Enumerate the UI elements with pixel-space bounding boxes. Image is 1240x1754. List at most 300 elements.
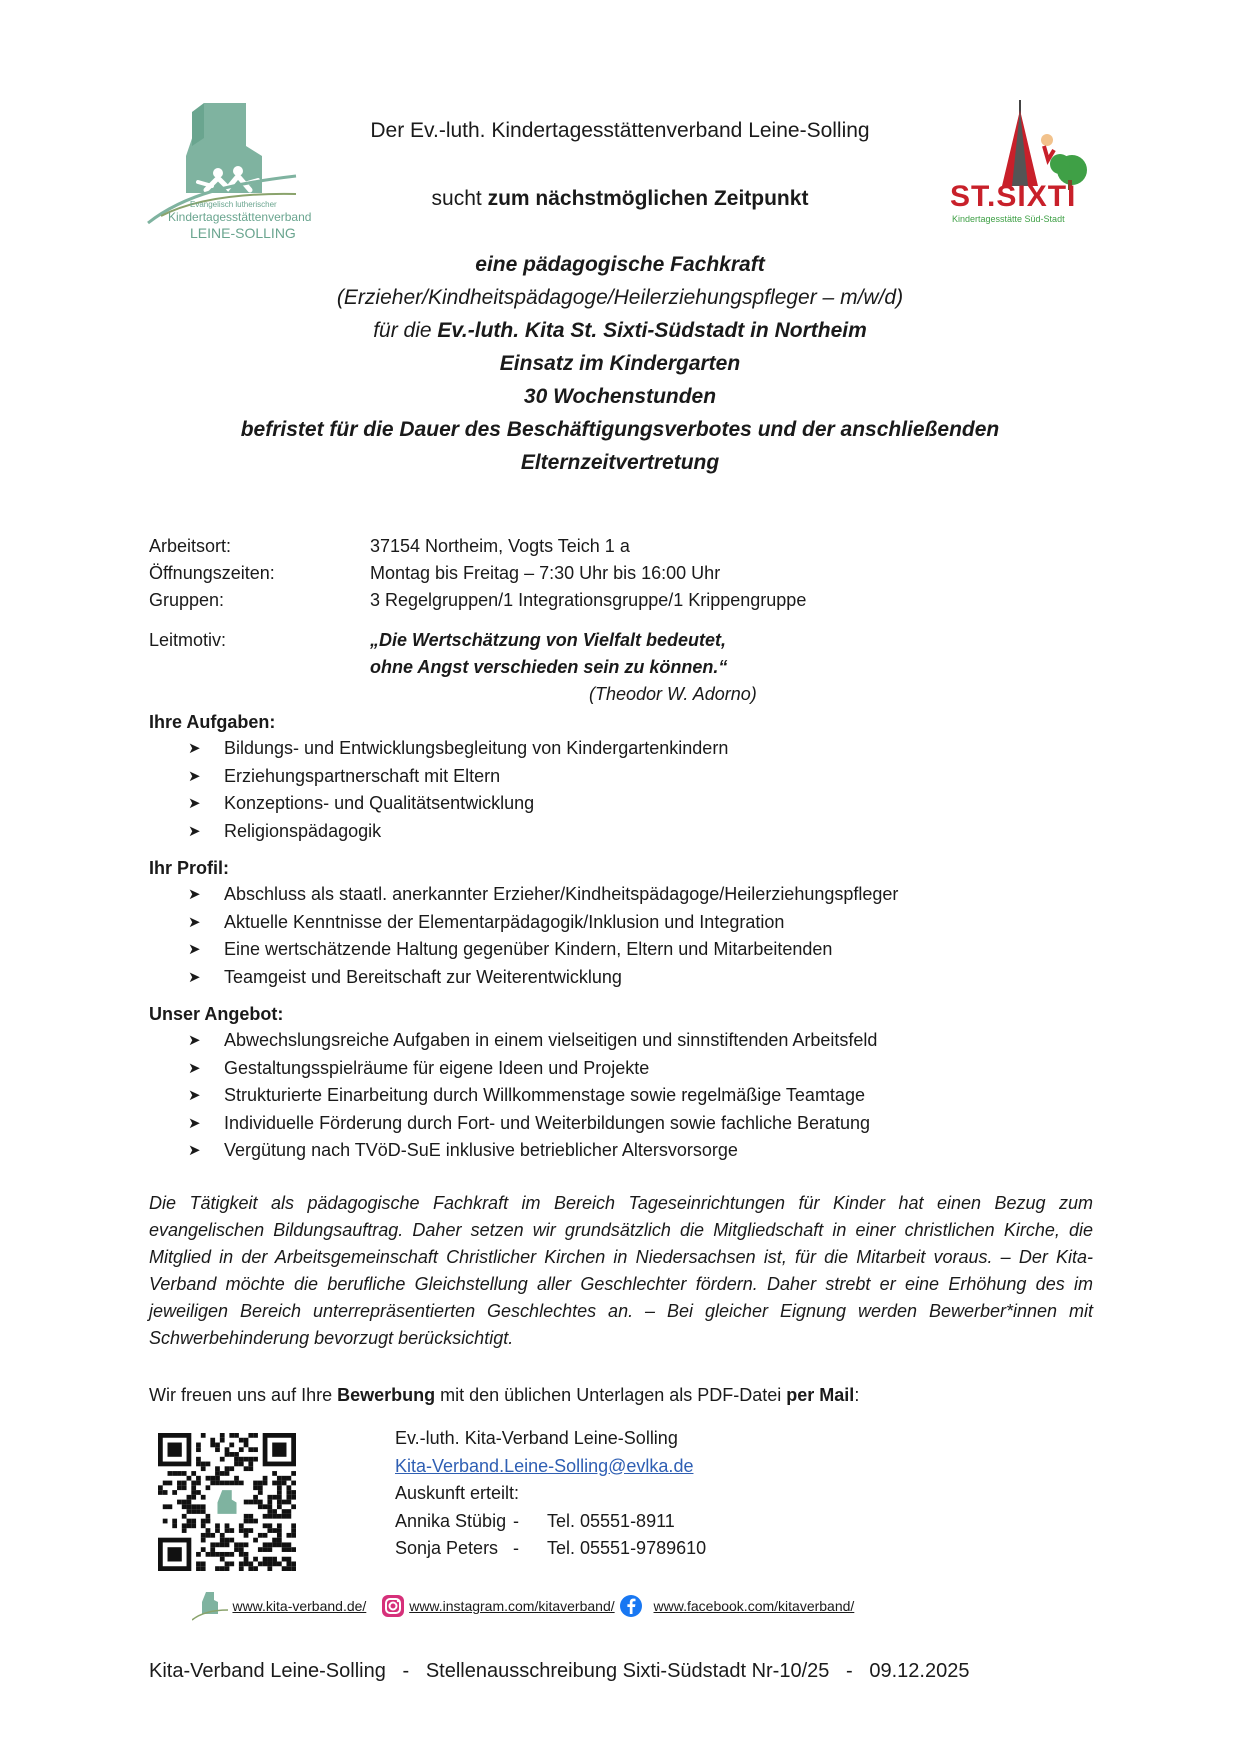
- contact-org: Ev.-luth. Kita-Verband Leine-Solling: [395, 1428, 678, 1448]
- qr-module: [253, 1447, 258, 1452]
- qr-module: [225, 1552, 230, 1557]
- qr-module: [248, 1433, 253, 1438]
- qr-module: [182, 1485, 187, 1490]
- qr-module: [191, 1523, 196, 1528]
- header-line-1: Der Ev.-luth. Kindertagesstättenverband Leine-Solling: [370, 119, 870, 142]
- qr-module: [286, 1557, 291, 1562]
- qr-module: [187, 1476, 192, 1481]
- qr-module: [215, 1523, 220, 1528]
- qr-module: [229, 1481, 234, 1486]
- qr-module: [248, 1528, 253, 1533]
- qr-module: [172, 1490, 177, 1495]
- qr-module: [263, 1557, 268, 1562]
- arbeitsort-value: 37154 Northeim, Vogts Teich 1 a: [370, 536, 630, 556]
- qr-module: [225, 1566, 230, 1571]
- leitmotiv-quote-2: ohne Angst verschieden sein zu können.“: [370, 657, 728, 677]
- qr-module: [225, 1561, 230, 1566]
- gruppen-label: Gruppen:: [149, 590, 225, 610]
- qr-module: [215, 1552, 220, 1557]
- qr-module: [201, 1466, 206, 1471]
- qr-module: [239, 1528, 244, 1533]
- qr-module: [158, 1490, 163, 1495]
- qr-module: [210, 1552, 215, 1557]
- qr-module: [201, 1533, 206, 1538]
- qr-module: [248, 1462, 253, 1467]
- qr-module: [244, 1443, 249, 1448]
- qr-module: [277, 1538, 282, 1543]
- list-item: [188, 1137, 877, 1165]
- qr-module: [239, 1457, 244, 1462]
- qr-module: [244, 1500, 249, 1505]
- qr-module: [286, 1485, 291, 1490]
- qr-module: [267, 1504, 272, 1509]
- qr-module: [168, 1481, 173, 1486]
- qr-module: [187, 1495, 192, 1500]
- qr-module: [239, 1481, 244, 1486]
- oeffnungszeiten-label: Öffnungszeiten:: [149, 563, 275, 583]
- qr-module: [215, 1528, 220, 1533]
- qr-module: [234, 1542, 239, 1547]
- qr-module: [201, 1519, 206, 1524]
- qr-module: [286, 1533, 291, 1538]
- arrow-bullet-icon: ➤: [188, 1059, 201, 1077]
- qr-module: [248, 1561, 253, 1566]
- qr-module: [291, 1547, 296, 1552]
- job-location-bold: Ev.-luth. Kita St. Sixti-Südstadt in Northeim: [437, 319, 867, 342]
- list-item-text: Strukturierte Einarbeitung durch Willkommenstage sowie regelmäßige Teamtage: [224, 1085, 865, 1105]
- qr-module: [277, 1495, 282, 1500]
- qr-module: [258, 1500, 263, 1505]
- qr-module: [225, 1538, 230, 1543]
- qr-module: [291, 1528, 296, 1533]
- qr-module: [187, 1509, 192, 1514]
- qr-module: [282, 1557, 287, 1562]
- qr-module: [215, 1443, 220, 1448]
- qr-module: [191, 1490, 196, 1495]
- arrow-bullet-icon: ➤: [188, 886, 201, 903]
- arrow-bullet-icon: ➤: [188, 941, 201, 958]
- qr-module: [291, 1471, 296, 1476]
- qr-module: [267, 1514, 272, 1519]
- qr-module: [201, 1566, 206, 1571]
- qr-module: [215, 1542, 220, 1547]
- qr-module: [244, 1438, 249, 1443]
- qr-module: [196, 1566, 201, 1571]
- qr-module: [267, 1557, 272, 1562]
- qr-module: [225, 1452, 230, 1457]
- kitaverband-small-logo-icon: [192, 1590, 228, 1622]
- arrow-bullet-icon: ➤: [188, 1087, 201, 1104]
- bewerbung-bold-2: per Mail: [786, 1385, 855, 1405]
- qr-module: [163, 1519, 168, 1524]
- qr-module: [263, 1504, 268, 1509]
- qr-module: [291, 1490, 296, 1495]
- qr-module: [244, 1542, 249, 1547]
- qr-module: [272, 1481, 277, 1486]
- qr-module: [182, 1528, 187, 1533]
- profil-list: [188, 881, 898, 991]
- qr-module: [267, 1528, 272, 1533]
- qr-module: [196, 1552, 201, 1557]
- qr-module: [263, 1481, 268, 1486]
- qr-module: [253, 1557, 258, 1562]
- qr-module: [168, 1471, 173, 1476]
- contact-block: [395, 1425, 706, 1563]
- qr-module: [196, 1490, 201, 1495]
- qr-module: [244, 1457, 249, 1462]
- qr-module: [210, 1542, 215, 1547]
- qr-module: [263, 1523, 268, 1528]
- qr-module: [163, 1504, 168, 1509]
- qr-module: [168, 1443, 182, 1457]
- contact-person-2-name: Sonja Peters: [395, 1538, 499, 1558]
- qr-module: [272, 1557, 277, 1562]
- sixti-name: ST.SIXTI: [950, 180, 1077, 213]
- arrow-bullet-icon: ➤: [188, 822, 201, 840]
- qr-module: [201, 1538, 206, 1543]
- qr-module: [210, 1533, 215, 1538]
- qr-module: [234, 1457, 239, 1462]
- qr-module: [234, 1476, 239, 1481]
- contact-person-2: [395, 1535, 706, 1563]
- qr-module: [272, 1471, 277, 1476]
- facebook-icon[interactable]: [619, 1594, 643, 1618]
- qr-module: [196, 1443, 201, 1448]
- qr-module: [239, 1552, 244, 1557]
- qr-module: [263, 1533, 268, 1538]
- qr-module: [196, 1561, 201, 1566]
- qr-module: [206, 1552, 211, 1557]
- qr-module: [229, 1433, 234, 1438]
- instagram-link[interactable]: www.instagram.com/kitaverband/: [409, 1598, 615, 1614]
- qr-module: [225, 1523, 230, 1528]
- qr-module: [286, 1514, 291, 1519]
- qr-module: [196, 1481, 201, 1486]
- qr-module: [210, 1547, 215, 1552]
- qr-module: [191, 1485, 196, 1490]
- qr-module: [182, 1471, 187, 1476]
- list-item-text: Abschluss als staatl. anerkannter Erzieher/Kindheitspädagoge/Heilerziehungspfleger: [224, 884, 899, 904]
- qr-module: [201, 1523, 206, 1528]
- leitmotiv-quote-1: „Die Wertschätzung von Vielfalt bedeutet,: [370, 630, 727, 650]
- qr-module: [210, 1443, 215, 1448]
- qr-module: [291, 1504, 296, 1509]
- qr-module: [239, 1438, 244, 1443]
- qr-module: [234, 1433, 239, 1438]
- qr-module: [248, 1457, 253, 1462]
- qr-module: [248, 1500, 253, 1505]
- qr-module: [191, 1519, 196, 1524]
- qr-module: [215, 1566, 220, 1571]
- qr-module: [282, 1509, 287, 1514]
- qr-module: [172, 1471, 177, 1476]
- qr-module: [277, 1542, 282, 1547]
- qr-module: [201, 1509, 206, 1514]
- qr-module: [272, 1514, 277, 1519]
- qr-module: [267, 1509, 272, 1514]
- bewerbung-pre: Wir freuen uns auf Ihre: [149, 1385, 338, 1405]
- qr-module: [286, 1509, 291, 1514]
- qr-module: [234, 1547, 239, 1552]
- qr-module: [291, 1481, 296, 1486]
- qr-module: [177, 1485, 182, 1490]
- qr-module: [229, 1552, 234, 1557]
- qr-module: [282, 1481, 287, 1486]
- oeffnungszeiten-value: Montag bis Freitag – 7:30 Uhr bis 16:00 Uhr: [370, 563, 721, 583]
- contact-person-2-sep: -: [513, 1538, 519, 1558]
- qr-module: [187, 1523, 192, 1528]
- qr-module: [282, 1566, 287, 1571]
- qr-module: [206, 1528, 211, 1533]
- arrow-bullet-icon: ➤: [188, 767, 201, 785]
- qr-module: [172, 1523, 177, 1528]
- qr-module: [220, 1557, 225, 1562]
- qr-module: [201, 1462, 206, 1467]
- instagram-icon[interactable]: [381, 1594, 405, 1618]
- arrow-bullet-icon: ➤: [188, 740, 201, 757]
- contact-email-link[interactable]: Kita-Verband.Leine-Solling@evlka.de: [395, 1455, 694, 1476]
- qr-module: [234, 1462, 239, 1467]
- qr-module: [282, 1547, 287, 1552]
- qr-module: [272, 1495, 277, 1500]
- qr-module: [220, 1566, 225, 1571]
- qr-module: [267, 1523, 272, 1528]
- facebook-link[interactable]: www.facebook.com/kitaverband/: [653, 1598, 855, 1614]
- qr-module: [258, 1485, 263, 1490]
- qr-module: [267, 1561, 272, 1566]
- arbeitsort-label: Arbeitsort:: [149, 536, 232, 556]
- list-item: [188, 964, 898, 992]
- job-duration: befristet für die Dauer des Beschäftigungsverbotes und der anschließenden: [240, 418, 1000, 441]
- qr-module: [277, 1533, 282, 1538]
- contact-person-1-name: Annika Stübig: [395, 1510, 507, 1531]
- list-item-text: Gestaltungsspielräume für eigene Ideen und Projekte: [224, 1057, 650, 1078]
- qr-module: [244, 1561, 249, 1566]
- qr-module: [201, 1504, 206, 1509]
- qr-module: [196, 1504, 201, 1509]
- leitmotiv-label: Leitmotiv:: [149, 630, 227, 650]
- qr-module: [277, 1523, 282, 1528]
- aufgaben-list: [188, 735, 728, 845]
- qr-module: [215, 1481, 220, 1486]
- qr-module: [239, 1561, 244, 1566]
- qr-module: [206, 1519, 211, 1524]
- qr-module: [234, 1481, 239, 1486]
- list-item: [188, 790, 728, 818]
- list-item: [188, 763, 728, 791]
- qr-module: [177, 1471, 182, 1476]
- equality-paragraph: Die Tätigkeit als pädagogische Fachkraft im Bereich Tageseinrichtungen für Kinder hat einen Bezug zum evangelischen Bildungsauftrag. Daher setzen wir grundsätzlich die Mitgliedschaft in einer christlichen Kirche, die Mitglied in der Arbeitsgemeinschaft Christlicher Kirchen in Niedersachsen ist, für die Mitarbeit voraus. – Der Kita-Verband möchte die berufliche Gleichstellung aller Geschlechter fördern. Daher strebt er eine Erhöhung des im jeweiligen Bereich unterrepräsentierten Geschlechtes an. – Bei gleicher Eignung werden Bewerber*innen mit Schwerbehinderung bevorzugt berücksichtigt.: [149, 1193, 1093, 1348]
- header-line-2-bold: zum nächstmöglichen Zeitpunkt: [487, 187, 809, 210]
- qr-module: [201, 1547, 206, 1552]
- qr-code[interactable]: [158, 1433, 296, 1571]
- qr-module: [267, 1547, 272, 1552]
- qr-module: [220, 1438, 225, 1443]
- list-item-text: Bildungs- und Entwicklungsbegleitung von Kindergartenkindern: [224, 738, 729, 758]
- qr-module: [244, 1528, 249, 1533]
- qr-module: [220, 1533, 225, 1538]
- qr-module: [282, 1514, 287, 1519]
- qr-module: [272, 1561, 277, 1566]
- qr-module: [244, 1552, 249, 1557]
- angebot-list: [188, 1027, 877, 1165]
- qr-module: [206, 1533, 211, 1538]
- qr-module: [220, 1538, 225, 1543]
- qr-module: [239, 1566, 244, 1571]
- header-line-2: [310, 187, 930, 211]
- qr-module: [196, 1457, 201, 1462]
- qr-module: [225, 1542, 230, 1547]
- qr-module: [244, 1514, 249, 1519]
- qr-module: [253, 1538, 258, 1543]
- list-item-text: Individuelle Förderung durch Fort- und Weiterbildungen sowie fachliche Beratung: [224, 1112, 871, 1133]
- social-links: [192, 1590, 854, 1622]
- qr-module: [206, 1462, 211, 1467]
- qr-module: [253, 1481, 258, 1486]
- qr-module: [191, 1495, 196, 1500]
- qr-module: [258, 1481, 263, 1486]
- qr-module: [277, 1561, 282, 1566]
- contact-person-1-sep: -: [513, 1510, 519, 1531]
- list-item-text: Religionspädagogik: [224, 820, 382, 841]
- qr-module: [182, 1481, 187, 1486]
- qr-module: [225, 1447, 230, 1452]
- qr-module: [248, 1514, 253, 1519]
- qr-module: [229, 1538, 234, 1543]
- list-item-text: Erziehungspartnerschaft mit Eltern: [224, 765, 501, 786]
- qr-module: [253, 1457, 258, 1462]
- qr-module: [286, 1490, 291, 1495]
- qr-module: [163, 1481, 168, 1486]
- qr-module: [220, 1552, 225, 1557]
- qr-module: [258, 1547, 263, 1552]
- qr-module: [267, 1500, 272, 1505]
- qr-module: [229, 1561, 234, 1566]
- qr-module: [201, 1495, 206, 1500]
- footer: Kita-Verband Leine-Solling - Stellenausschreibung Sixti-Südstadt Nr-10/25 - 09.12.2025: [149, 1660, 970, 1682]
- qr-module: [272, 1542, 277, 1547]
- job-duration-2: Elternzeitvertretung: [520, 451, 720, 474]
- qr-module: [229, 1466, 234, 1471]
- list-item: [188, 735, 728, 763]
- list-item-text: Eine wertschätzende Haltung gegenüber Kindern, Eltern und Mitarbeitenden: [224, 939, 833, 959]
- job-subtitle: (Erzieher/Kindheitspädagoge/Heilerziehungspfleger – m/w/d): [336, 286, 904, 309]
- qr-module: [182, 1523, 187, 1528]
- sixti-subtitle: Kindertagesstätte Süd-Stadt: [952, 214, 1065, 224]
- gruppen-value: 3 Regelgruppen/1 Integrationsgruppe/1 Krippengruppe: [370, 590, 807, 610]
- list-item-text: Vergütung nach TVöD-SuE inklusive betrieblicher Altersvorsorge: [224, 1140, 738, 1160]
- qr-module: [182, 1504, 187, 1509]
- qr-module: [239, 1462, 244, 1467]
- job-hours: 30 Wochenstunden: [523, 385, 717, 408]
- qr-module: [220, 1542, 225, 1547]
- logo-text-3: LEINE-SOLLING: [190, 225, 296, 241]
- arrow-bullet-icon: ➤: [188, 1032, 201, 1049]
- qr-module: [244, 1533, 249, 1538]
- qr-module: [182, 1514, 187, 1519]
- list-item-text: Abwechslungsreiche Aufgaben in einem vielseitigen und sinnstiftenden Arbeitsfeld: [224, 1030, 878, 1050]
- list-item: [188, 818, 728, 846]
- qr-module: [229, 1452, 234, 1457]
- list-item: [188, 1055, 877, 1083]
- arrow-bullet-icon: ➤: [188, 795, 201, 812]
- qr-module: [263, 1561, 268, 1566]
- list-item: [188, 909, 898, 937]
- qr-module: [286, 1542, 291, 1547]
- qr-module: [191, 1509, 196, 1514]
- qr-module: [225, 1471, 230, 1476]
- job-deployment: Einsatz im Kindergarten: [499, 352, 741, 375]
- qr-module: [225, 1528, 230, 1533]
- qr-module: [253, 1495, 258, 1500]
- qr-module: [272, 1528, 277, 1533]
- qr-module: [258, 1533, 263, 1538]
- qr-module: [187, 1500, 192, 1505]
- qr-module: [201, 1433, 206, 1438]
- website-link[interactable]: www.kita-verband.de/: [232, 1598, 367, 1614]
- contact-person-1: [395, 1508, 706, 1536]
- qr-module: [272, 1509, 277, 1514]
- qr-module: [291, 1523, 296, 1528]
- qr-module: [191, 1471, 196, 1476]
- qr-module: [177, 1500, 182, 1505]
- qr-module: [196, 1509, 201, 1514]
- bewerbung-post: :: [854, 1385, 860, 1405]
- qr-module: [158, 1485, 163, 1490]
- qr-module: [267, 1542, 272, 1547]
- qr-module: [253, 1433, 258, 1438]
- qr-module: [239, 1547, 244, 1552]
- qr-module: [258, 1504, 263, 1509]
- qr-module: [182, 1500, 187, 1505]
- qr-module: [286, 1495, 291, 1500]
- qr-module: [277, 1481, 282, 1486]
- qr-module: [286, 1500, 291, 1505]
- arrow-bullet-icon: ➤: [188, 913, 201, 931]
- qr-module: [210, 1476, 215, 1481]
- list-item: [188, 936, 898, 964]
- list-item: [188, 881, 898, 909]
- qr-module: [263, 1476, 268, 1481]
- contact-person-1-tel: Tel. 05551-8911: [547, 1510, 675, 1531]
- qr-module: [267, 1495, 272, 1500]
- qr-module: [220, 1457, 225, 1462]
- qr-module: [253, 1500, 258, 1505]
- logo-text-1: Evangelisch lutherischer: [190, 200, 277, 209]
- qr-module: [277, 1485, 282, 1490]
- qr-module: [258, 1490, 263, 1495]
- qr-module: [263, 1547, 268, 1552]
- contact-person-2-tel: Tel. 05551-9789610: [547, 1538, 707, 1558]
- st-sixti-logo: [944, 98, 1099, 228]
- qr-module: [277, 1514, 282, 1519]
- qr-module: [229, 1443, 234, 1448]
- list-item-text: Teamgeist und Bereitschaft zur Weiterentwicklung: [224, 966, 622, 987]
- leitmotiv-author: (Theodor W. Adorno): [589, 684, 757, 704]
- qr-module: [277, 1490, 282, 1495]
- qr-module: [263, 1542, 268, 1547]
- qr-module: [210, 1481, 215, 1486]
- qr-module: [225, 1466, 230, 1471]
- job-title: eine pädagogische Fachkraft: [475, 253, 765, 276]
- list-item-text: Aktuelle Kenntnisse der Elementarpädagogik/Inklusion und Integration: [224, 911, 785, 932]
- qr-module: [206, 1476, 211, 1481]
- arrow-bullet-icon: ➤: [188, 968, 201, 986]
- qr-module: [206, 1514, 211, 1519]
- qr-module: [220, 1481, 225, 1486]
- bewerbung-mid: mit den üblichen Unterlagen als PDF-Datei: [435, 1385, 787, 1405]
- qr-module: [272, 1443, 286, 1457]
